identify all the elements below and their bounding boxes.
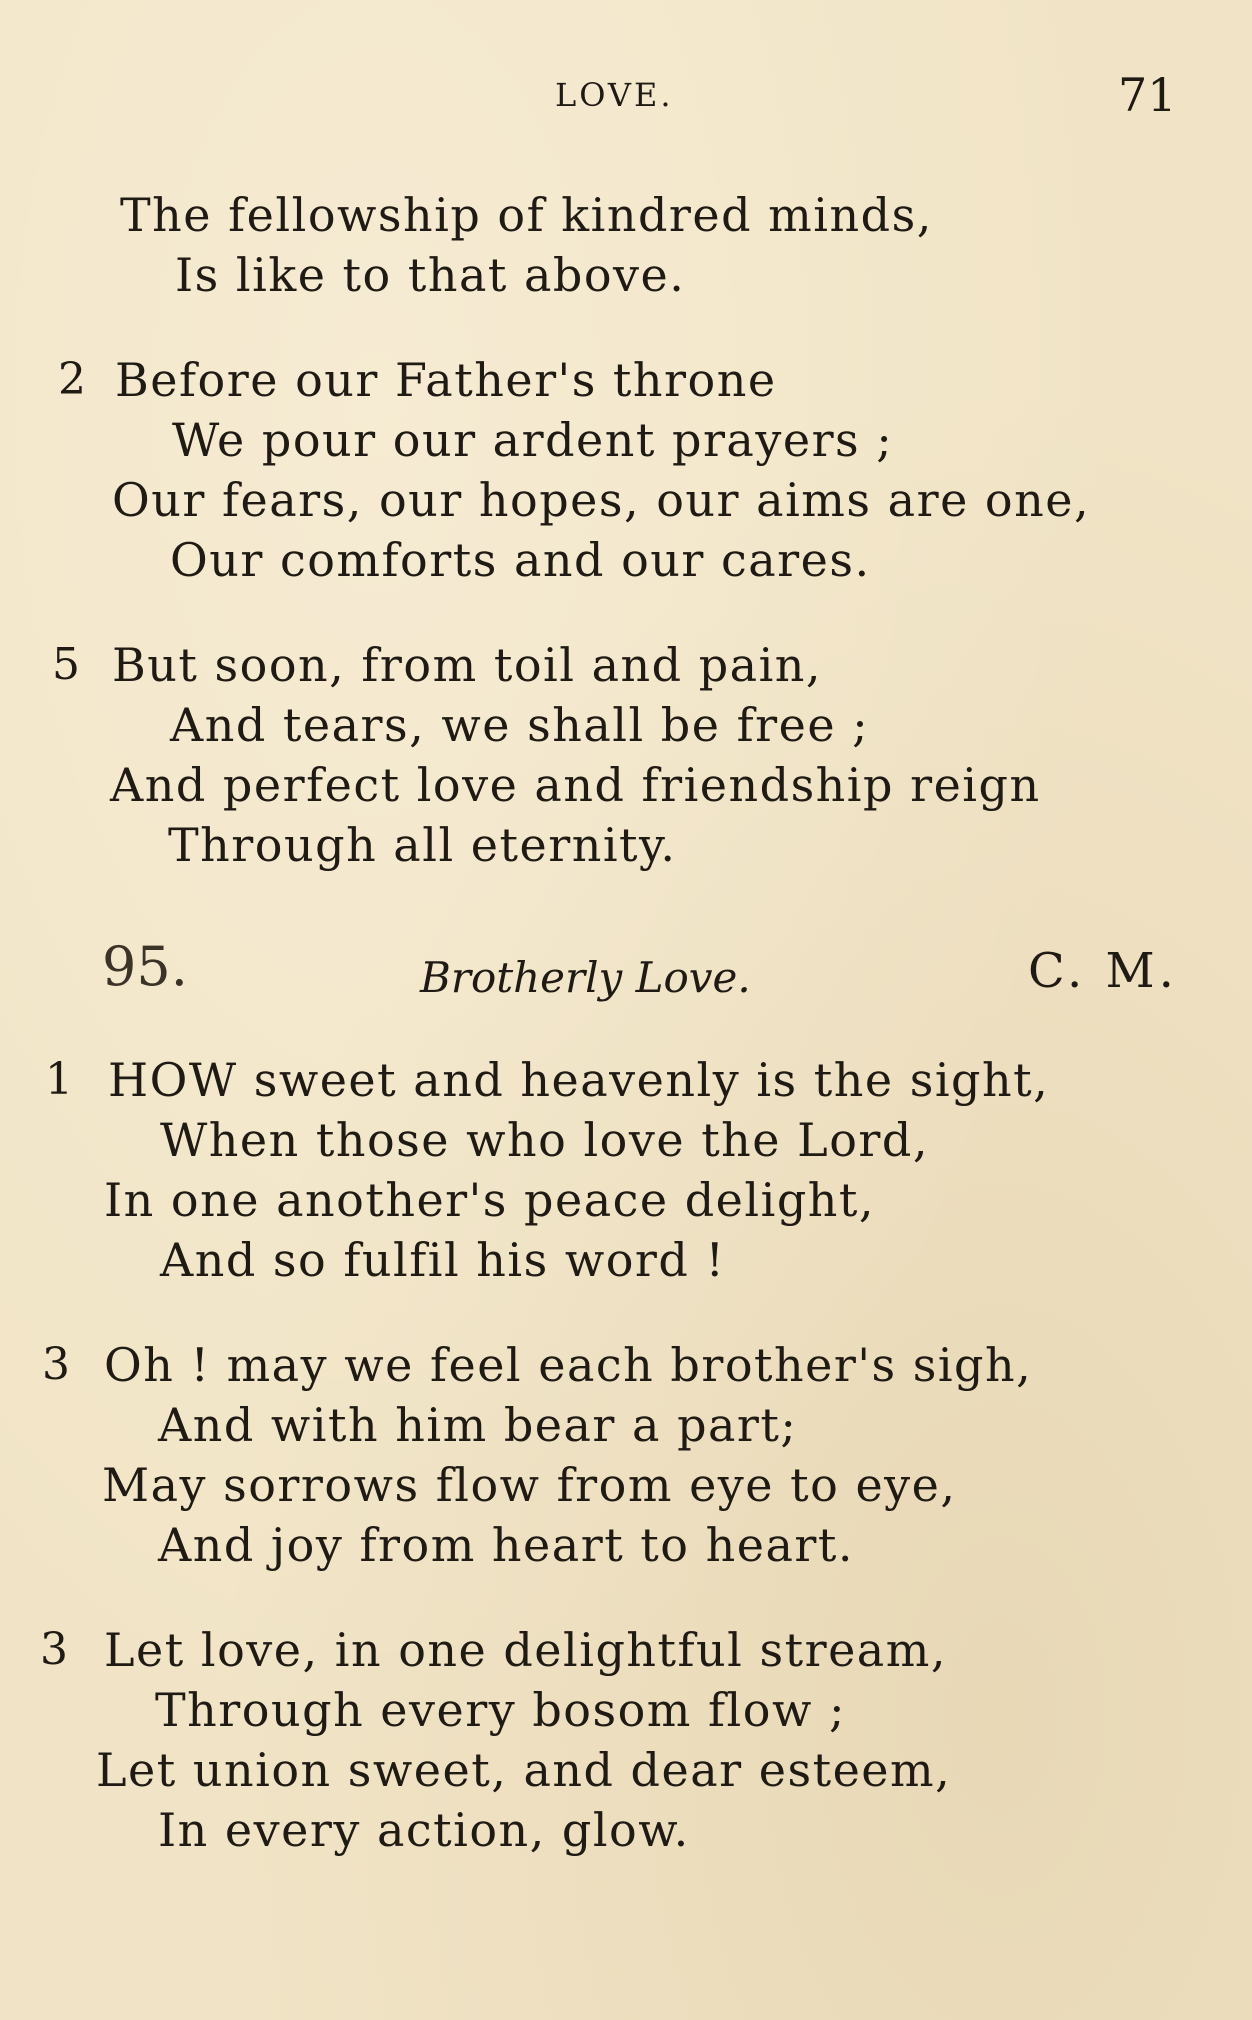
running-title: LOVE. [555, 76, 674, 114]
verse-line: And joy from heart to heart. [158, 1518, 854, 1572]
hymn-number: 95. [102, 935, 188, 998]
verse-line: Oh ! may we feel each brother's sigh, [104, 1338, 1033, 1392]
page-number: 71 [1118, 68, 1177, 122]
stanza-number: 5 [52, 639, 80, 690]
verse-line: In one another's peace delight, [104, 1173, 875, 1227]
verse-line: Let union sweet, and dear esteem, [96, 1743, 952, 1797]
hymn-title: Brotherly Love. [420, 953, 751, 1002]
verse-line: And perfect love and friendship reign [110, 758, 1041, 812]
stanza-number: 2 [58, 354, 86, 405]
verse-line: Our comforts and our cares. [170, 533, 871, 587]
verse-line: We pour our ardent prayers ; [172, 413, 894, 467]
verse-line: Let love, in one delightful stream, [104, 1623, 947, 1677]
verse-line: The fellowship of kindred minds, [120, 188, 933, 242]
verse-line: And with him bear a part; [158, 1398, 798, 1452]
verse-line: Through all eternity. [168, 818, 677, 872]
stanza-number: 1 [45, 1054, 73, 1105]
verse-line: In every action, glow. [158, 1803, 690, 1857]
verse-line: Our fears, our hopes, our aims are one, [112, 473, 1091, 527]
verse-line: And so fulfil his word ! [160, 1233, 726, 1287]
hymn-meter: C. M. [1028, 943, 1178, 999]
stanza-number: 3 [40, 1624, 68, 1675]
verse-line: Is like to that above. [175, 248, 686, 302]
verse-line: But soon, from toil and pain, [112, 638, 823, 692]
verse-line: Before our Father's throne [115, 353, 777, 407]
hymn-heading [0, 935, 1252, 1015]
running-head [0, 68, 1252, 122]
stanza-number: 3 [42, 1339, 70, 1390]
verse-line: And tears, we shall be free ; [170, 698, 870, 752]
verse-line: When those who love the Lord, [160, 1113, 929, 1167]
verse-line: May sorrows flow from eye to eye, [102, 1458, 957, 1512]
verse-line: HOW sweet and heavenly is the sight, [108, 1053, 1050, 1107]
verse-line: Through every bosom flow ; [155, 1683, 846, 1737]
